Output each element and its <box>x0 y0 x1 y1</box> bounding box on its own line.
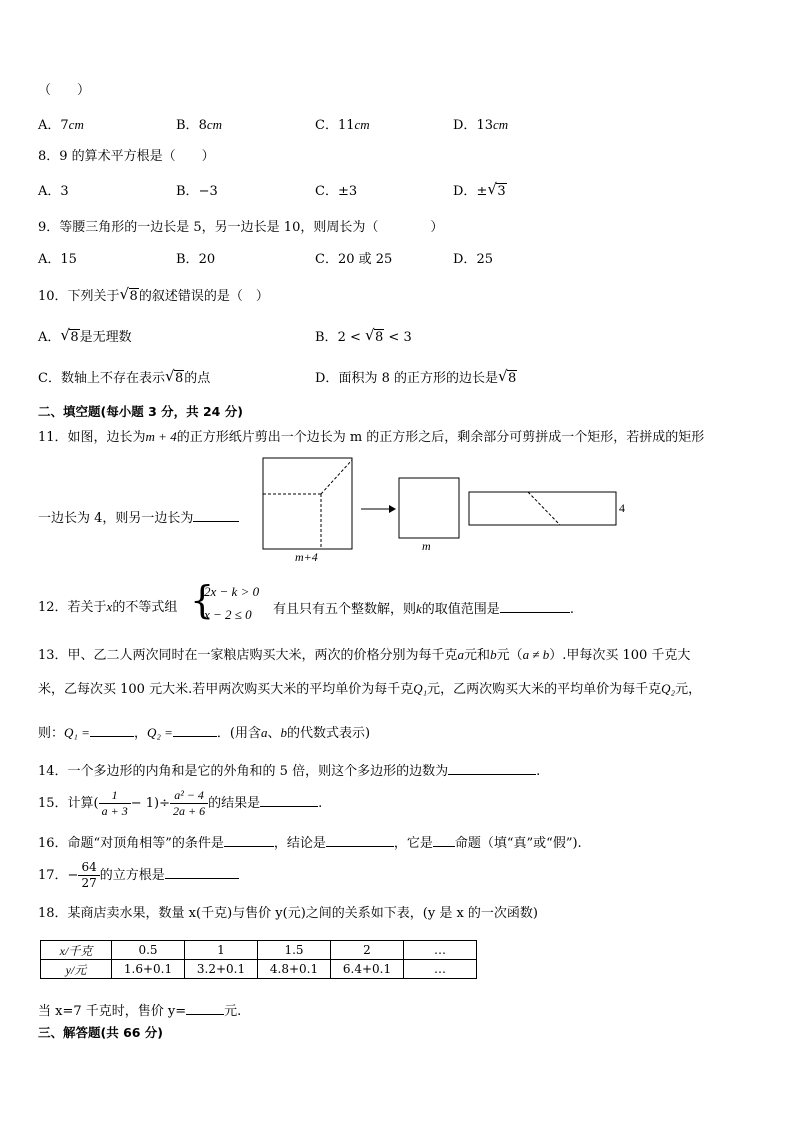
q11-figure <box>255 455 635 567</box>
section-2-heading: 二、填空题(每小题 3 分，共 24 分) <box>38 404 243 419</box>
dashed-cut-diagonal <box>321 460 352 494</box>
answer-blank <box>448 760 536 775</box>
table-row <box>41 941 477 960</box>
q13-line2: 米，乙每次买 100 元大米.若甲两次购买大米的平均单价为每千克Q₁元，乙两次购买大米的平均单价为每千克Q₂元， <box>38 681 702 697</box>
table-cell: 0.5 <box>112 941 185 960</box>
answer-blank <box>165 864 239 879</box>
q15-stem: 15．计算( $\frac{1}{a + 3}$ − 1)÷ $\frac{\text{a² − 4}}{2a + 6}$ 的结果是 . <box>38 788 323 818</box>
q7-option-d: D．13cm <box>453 117 509 133</box>
q8-option-a: A．3 <box>38 184 69 199</box>
q11-stem-line2: 一边长为 4，则另一边长为 <box>38 507 239 528</box>
q18-answer-line: 当 x=7 千克时，售价 y= 元. <box>38 1000 241 1021</box>
answer-blank <box>500 598 570 613</box>
q10-option-d: D．面积为 8 的正方形的边长是 √ 8 <box>315 367 517 386</box>
label-rectangle-side: 4 <box>619 501 625 515</box>
q12-stem: 12．若关于x的不等式组 <box>38 599 178 615</box>
table-row <box>41 960 477 979</box>
answer-blank <box>186 1000 224 1015</box>
q10-option-b: B．2 < √ 8 < 3 <box>315 326 412 345</box>
q10-option-c: C．数轴上不存在表示 √ 8的点 <box>38 367 211 386</box>
answer-blank <box>173 722 217 737</box>
answer-blank <box>260 792 318 807</box>
q9-option-a: A．15 <box>38 252 77 267</box>
q8-option-b: B．−3 <box>176 184 218 199</box>
q12-system: { 2x − k > 0 x − 2 ≤ 0 <box>190 578 260 622</box>
dashed-cut-rect <box>528 492 560 525</box>
q9-stem: 9．等腰三角形的一边长是 5，另一边长是 10，则周长为（ ） <box>38 220 444 235</box>
q17-stem: 17．− $\frac{64}{27}$ 的立方根是 <box>38 858 239 894</box>
big-square <box>263 458 352 549</box>
table-cell: 4.8+0.1 <box>258 960 331 979</box>
table-header-cell: x/千克 <box>41 941 112 960</box>
q9-option-b: B．20 <box>176 252 216 267</box>
answer-blank <box>90 722 134 737</box>
q7-stem-tail: （ ） <box>38 83 91 98</box>
section-3-heading: 三、解答题(共 66 分) <box>38 1025 164 1040</box>
table-cell: … <box>404 941 477 960</box>
q13-line1: 13．甲、乙二人两次同时在一家粮店购买大米，两次的价格分别为每千克a元和b元（a ≠ b）.甲每次买 100 千克大 <box>38 647 691 663</box>
brace-icon: { <box>190 578 215 622</box>
table-cell: 6.4+0.1 <box>331 960 404 979</box>
answer-blank <box>433 832 455 847</box>
table-cell: 1.6+0.1 <box>112 960 185 979</box>
answer-blank <box>326 832 394 847</box>
q14-stem: 14．一个多边形的内角和是它的外角和的 5 倍，则这个多边形的边数为 . <box>38 760 540 781</box>
q7-option-c: C．11cm <box>315 117 370 133</box>
rectangle <box>469 492 616 525</box>
answer-blank <box>193 507 239 522</box>
q8-option-d: D．± √ 3 <box>453 180 506 199</box>
q8-option-c: C．±3 <box>315 184 358 199</box>
q11-stem-line1: 11．如图，边长为m + 4的正方形纸片剪出一个边长为 m 的正方形之后，剩余部分可剪拼成一个矩形，若拼成的矩形 <box>38 429 705 445</box>
label-big-square: m+4 <box>295 550 318 564</box>
q18-stem: 18．某商店卖水果，数量 x(千克)与售价 y(元)之间的关系如下表，(y 是 x 的一次函数) <box>38 906 538 921</box>
q12-stem-tail: 有且只有五个整数解，则k的取值范围是 . <box>273 598 574 619</box>
q10-option-a: A． √ 8是无理数 <box>38 326 132 345</box>
table-cell: 1 <box>185 941 258 960</box>
q9-option-d: D．25 <box>453 252 493 267</box>
table-cell: 2 <box>331 941 404 960</box>
q9-option-c: C．20 或 25 <box>315 252 393 267</box>
small-square <box>399 478 459 538</box>
table-cell: 1.5 <box>258 941 331 960</box>
arrow-icon <box>389 505 396 513</box>
label-small-square: m <box>422 539 431 553</box>
table-cell: 3.2+0.1 <box>185 960 258 979</box>
sqrt-symbol: √ 3 <box>487 180 506 199</box>
q16-stem: 16．命题“对顶角相等”的条件是 ，结论是 ，它是 命题（填“真”或“假”). <box>38 832 582 853</box>
q7-option-a: A．7cm <box>38 117 84 133</box>
sqrt-symbol: √ 8 <box>119 285 138 304</box>
q8-stem: 8．9 的算术平方根是（ ） <box>38 149 215 164</box>
answer-blank <box>224 832 274 847</box>
q7-option-b: B．8cm <box>176 117 223 133</box>
q10-stem: 10．下列关于 √ 8的叙述错误的是（ ） <box>38 285 269 304</box>
q13-line3: 则：Q₁ = ，Q₂ = ．(用含a、b的代数式表示) <box>38 722 370 743</box>
q18-table <box>40 940 477 979</box>
table-cell: … <box>404 960 477 979</box>
table-header-cell: y/元 <box>41 960 112 979</box>
